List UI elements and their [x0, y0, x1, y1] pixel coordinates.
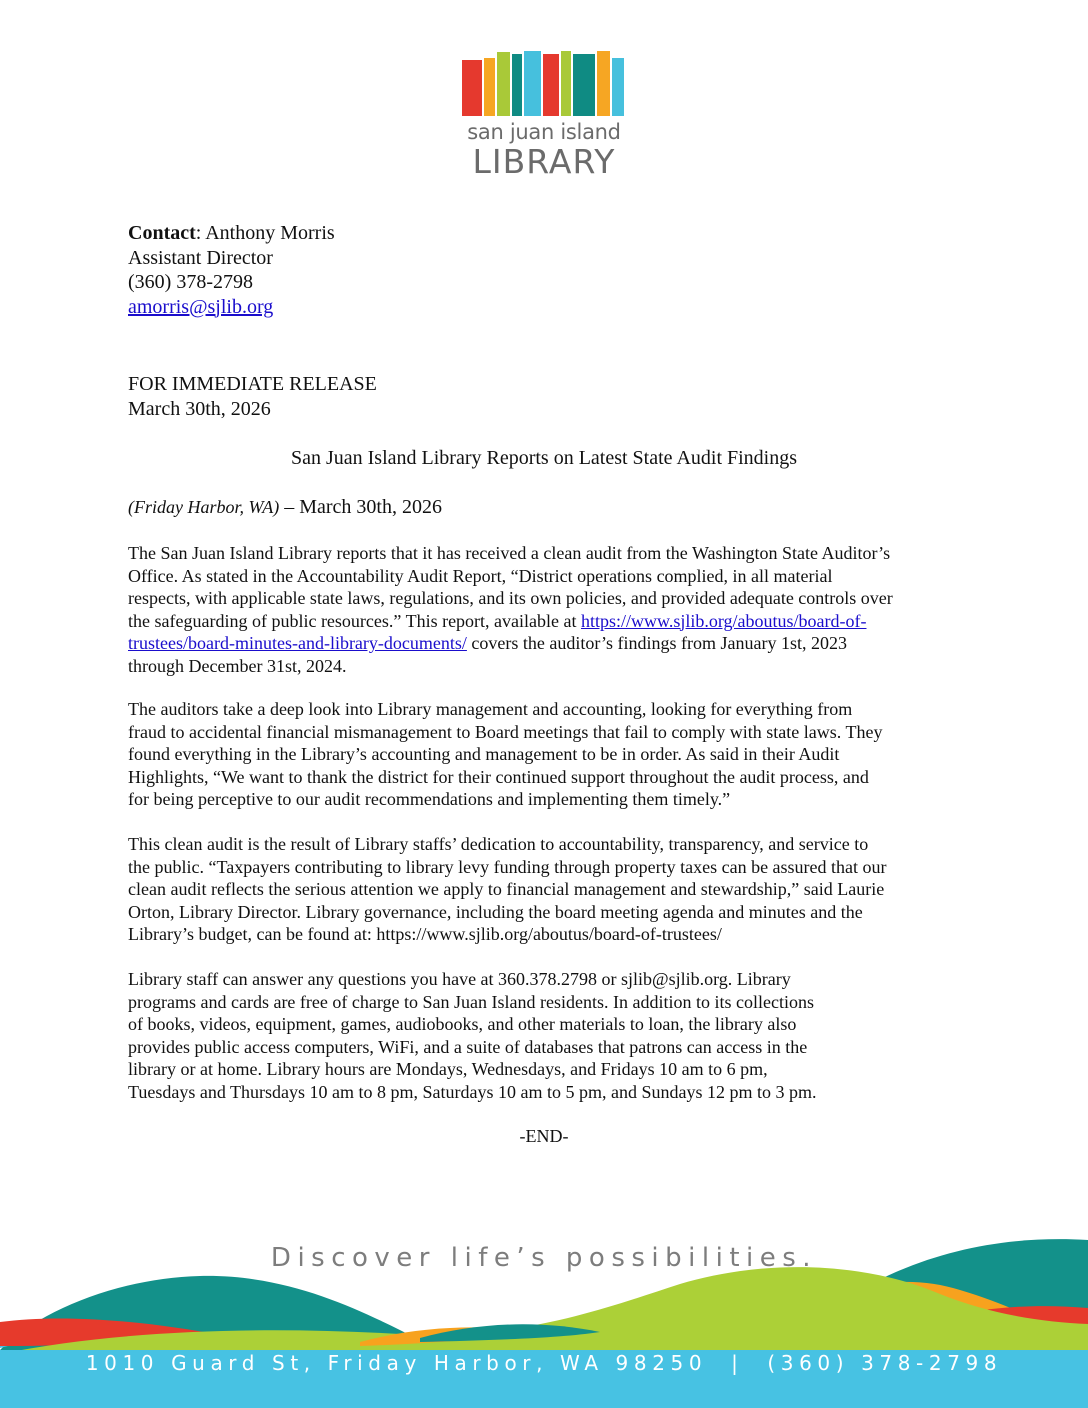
logo-bar — [462, 60, 482, 116]
paragraph-line — [128, 610, 968, 633]
paragraph-line: Office. As stated in the Accountability Audit Report, “District operations complied, in all material — [128, 565, 833, 586]
paragraph-line: The San Juan Island Library reports that it has received a clean audit from the Washington State Auditor’s — [128, 543, 891, 563]
logo-bar — [512, 54, 522, 116]
audit-report-link[interactable]: https://www.sjlib.org/aboutus/board-of- — [581, 610, 867, 631]
paragraph-text: covers the auditor’s findings from January 1st, 2023 — [466, 633, 848, 653]
contact-line — [128, 221, 335, 246]
contact-block — [128, 221, 335, 319]
paragraph-line: Orton, Library Director. Library governance, including the board meeting agenda and minutes and the — [128, 901, 863, 922]
logo-bar — [497, 52, 510, 116]
paragraph-line: programs and cards are free of charge to San Juan Island residents. In addition to its collections — [128, 991, 814, 1012]
logo-bar — [597, 51, 610, 116]
paragraph-line: Library staff can answer any questions you have at 360.378.2798 or sjlib@sjlib.org. Library — [128, 969, 791, 989]
dateline-place: (Friday Harbor, WA) — [128, 497, 280, 517]
release-block — [128, 372, 377, 422]
press-release-headline: San Juan Island Library Reports on Latest State Audit Findings — [290, 447, 798, 469]
paragraph-line: through December 31st, 2024. — [128, 655, 347, 676]
paragraph-line: The auditors take a deep look into Library management and accounting, looking for everything from — [128, 699, 853, 719]
logo-bar — [573, 54, 595, 116]
paragraph-line: provides public access computers, WiFi, and a suite of databases that patrons can access in the — [128, 1036, 808, 1057]
logo-bar — [612, 58, 624, 116]
paragraph-line: of books, videos, equipment, games, audiobooks, and other materials to loan, the library also — [128, 1014, 797, 1034]
paragraph-audit-summary — [128, 542, 968, 677]
paragraph-library-info — [128, 968, 888, 1103]
paragraph-line: library or at home. Library hours are Mondays, Wednesdays, and Fridays 10 am to 6 pm, — [128, 1059, 768, 1079]
paragraph-audit-scope — [128, 698, 968, 811]
logo-text-line1: san juan island — [467, 120, 621, 144]
paragraph-line: fraud to accidental financial mismanagement to Board meetings that fail to comply with state laws. They — [128, 721, 883, 742]
dateline-date: March 30th, 2026 — [299, 496, 442, 518]
paragraph-director-quote — [128, 833, 968, 946]
logo-bar — [543, 54, 559, 116]
paragraph-text: the safeguarding of public resources.” This report, available at — [128, 610, 581, 631]
footer-address: 1010 Guard St, Friday Harbor, WA 98250 | (360) 378-2798 — [85, 1351, 1003, 1375]
paragraph-line: found everything in the Library’s accounting and management to be in order. As said in their Audit — [128, 744, 840, 764]
contact-label: Contact — [128, 222, 196, 244]
logo-bar — [524, 51, 541, 116]
library-logo — [460, 48, 630, 182]
release-label: FOR IMMEDIATE RELEASE — [128, 373, 377, 395]
logo-color-bars — [460, 48, 630, 118]
contact-email-link[interactable]: amorris@sjlib.org — [128, 295, 274, 318]
paragraph-line: Highlights, “We want to thank the district for their continued support throughout the audit process, and — [128, 766, 869, 787]
audit-report-link-continued[interactable]: trustees/board-minutes-and-library-documents/ — [128, 633, 467, 653]
dateline-separator: – — [279, 496, 300, 518]
paragraph-line: respects, with applicable state laws, regulations, and its own policies, and provided adequate controls over — [128, 588, 893, 608]
paragraph-line: clean audit reflects the serious attention we apply to financial management and stewardship,” said Laurie — [128, 879, 885, 899]
logo-text-line2: LIBRARY — [472, 142, 616, 181]
paragraph-line: This clean audit is the result of Library staffs’ dedication to accountability, transparency, and service to — [128, 834, 869, 854]
paragraph-line — [128, 632, 968, 655]
dateline — [128, 496, 442, 519]
paragraph-line: Tuesdays and Thursdays 10 am to 8 pm, Saturdays 10 am to 5 pm, and Sundays 12 pm to 3 pm. — [128, 1081, 817, 1102]
contact-title: Assistant Director — [128, 246, 273, 269]
paragraph-line: for being perceptive to our audit recommendations and implementing them timely.” — [128, 789, 731, 809]
contact-phone: (360) 378-2798 — [128, 271, 253, 293]
logo-bar — [561, 51, 571, 116]
release-date: March 30th, 2026 — [128, 398, 271, 420]
end-marker: -END- — [519, 1126, 569, 1146]
contact-name: : Anthony Morris — [195, 222, 335, 244]
logo-bar — [484, 58, 495, 116]
paragraph-line: Library’s budget, can be found at: https://www.sjlib.org/aboutus/board-of-trustees/ — [128, 924, 722, 944]
paragraph-line: the public. “Taxpayers contributing to library levy funding through property taxes can be assured that our — [128, 856, 887, 877]
footer-tagline: Discover life’s possibilities. — [270, 1243, 818, 1273]
